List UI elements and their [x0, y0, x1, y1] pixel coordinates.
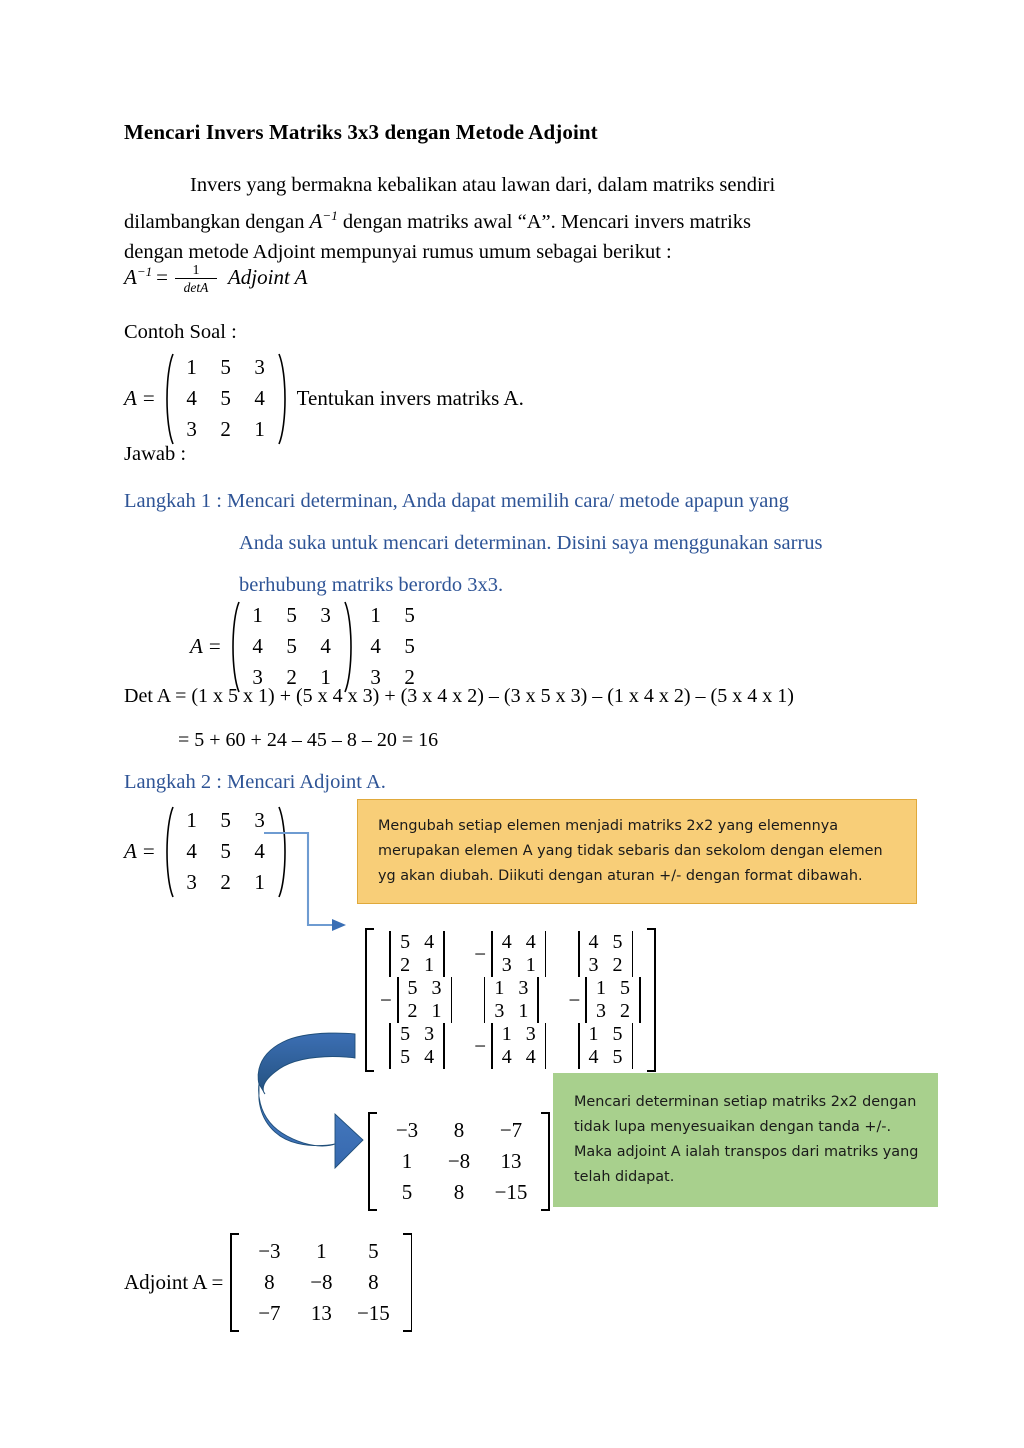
right-paren-icon	[343, 601, 357, 693]
cell: −15	[494, 1180, 528, 1204]
adjoint-matrix-bracketed	[230, 1233, 412, 1332]
cell: 1	[501, 1023, 512, 1045]
cell: 5	[220, 839, 231, 863]
matrix-a-equals: =	[142, 386, 155, 410]
callout-orange	[357, 799, 917, 904]
cell: 13	[310, 1301, 332, 1325]
cell: 2	[407, 1000, 418, 1022]
tentukan-text: Tentukan invers matriks A.	[296, 386, 524, 410]
cofactor-matrix-bracketed	[368, 1112, 550, 1211]
minor-matrix-grid	[376, 928, 645, 1072]
cell: −15	[356, 1301, 390, 1325]
cell: 4	[501, 931, 512, 953]
left-paren-icon	[161, 806, 175, 898]
det-bar-right	[545, 1023, 547, 1069]
fraction-denominator: detA	[183, 279, 209, 295]
right-bracket-icon	[645, 928, 656, 1072]
cell: 1	[424, 954, 435, 976]
sarrus-label: A	[190, 634, 203, 658]
minor-matrix	[365, 928, 656, 1072]
cell: 5	[220, 808, 231, 832]
minor-cell	[387, 1023, 444, 1069]
formula-lhs: $A^{-1}$	[124, 264, 153, 289]
cell: 2	[220, 870, 231, 894]
cell: 5	[407, 977, 418, 999]
fraction-numerator: 1	[192, 262, 200, 278]
det-bar-right	[443, 931, 445, 977]
cell: 4	[254, 839, 265, 863]
cell: 3	[424, 1023, 435, 1045]
minor-cell	[576, 931, 633, 977]
jawab-label: Jawab :	[124, 443, 187, 465]
adjoint-grid	[241, 1233, 401, 1332]
det-bar-right	[443, 1023, 445, 1069]
formula-equals: =	[156, 265, 168, 289]
cell: 1	[518, 1000, 529, 1022]
minor-cell	[380, 977, 452, 1023]
det-values	[493, 1023, 545, 1069]
right-bracket-icon	[539, 1112, 550, 1211]
cell: 1	[254, 417, 265, 441]
langkah-1-line-2: Anda suka untuk mencari determinan. Disini saya menggunakan sarrus	[239, 532, 823, 554]
matrix-a-example	[124, 352, 524, 445]
intro-paragraph	[124, 170, 914, 268]
det-bar-right	[632, 931, 634, 977]
sign: −	[380, 987, 392, 1012]
right-bracket-icon	[401, 1233, 412, 1332]
cell: 4	[424, 1046, 435, 1068]
matrix-a-step2-equals: =	[142, 839, 155, 863]
cell: 3	[525, 1023, 536, 1045]
cell: 5	[404, 603, 415, 627]
langkah-1-line-3: berhubung matriks berordo 3x3.	[239, 574, 504, 596]
sarrus-equals: =	[208, 634, 221, 658]
cell: 1	[186, 808, 197, 832]
cell: 4	[186, 386, 197, 410]
sarrus-repeat-columns	[359, 600, 427, 693]
cell: −8	[447, 1149, 471, 1173]
cell: 1	[588, 1023, 599, 1045]
cell: 13	[500, 1149, 522, 1173]
cell: 2	[612, 954, 623, 976]
langkah-1-line-1: Langkah 1 : Mencari determinan, Anda dapat memilih cara/ metode apapun yang	[124, 490, 789, 512]
cell: 2	[404, 665, 415, 689]
formula-fraction	[175, 264, 217, 295]
det-values	[399, 977, 451, 1023]
minor-cell	[474, 931, 546, 977]
cell: 5	[404, 634, 415, 658]
callout-green-text: Mencari determinan setiap matriks 2x2 dengan tidak lupa menyesuaikan dengan tanda +/-. Maka adjoint A ialah transpos dari matriks yang telah didapat.	[574, 1094, 919, 1185]
cell: 3	[431, 977, 442, 999]
matrix-a-label: A	[124, 386, 137, 410]
cell: 5	[612, 931, 623, 953]
cell: 5	[612, 1023, 623, 1045]
left-paren-icon	[227, 601, 241, 693]
sign: −	[474, 941, 487, 966]
cell: 5	[286, 634, 297, 658]
sarrus-grid	[241, 600, 343, 693]
cell: 1	[252, 603, 263, 627]
minor-cell	[482, 977, 539, 1023]
cell: 5	[400, 1046, 411, 1068]
right-paren-icon	[277, 353, 291, 445]
cofactor-grid	[379, 1112, 539, 1211]
cell: 4	[525, 1046, 536, 1068]
sign: −	[474, 1033, 487, 1058]
cell: 3	[186, 870, 197, 894]
det-bar-right	[639, 977, 641, 1023]
cell: 4	[320, 634, 331, 658]
minor-cell	[474, 1023, 546, 1069]
intro-line-2-prefix: dilambangkan dengan	[124, 210, 310, 233]
cell: 1	[431, 1000, 442, 1022]
cell: 4	[588, 1046, 599, 1068]
cell: 2	[286, 665, 297, 689]
cell: 1	[401, 1149, 413, 1173]
cell: 5	[220, 355, 231, 379]
sign: −	[568, 987, 581, 1012]
det-values	[580, 1023, 632, 1069]
cell: −7	[258, 1301, 281, 1325]
cell: 5	[286, 603, 297, 627]
page-title: Mencari Invers Matriks 3x3 dengan Metode Adjoint	[124, 120, 598, 144]
cell: 8	[264, 1270, 275, 1294]
cell: −3	[258, 1239, 281, 1263]
minor-cell	[576, 1023, 633, 1069]
inverse-symbol: $A^{-1}$	[309, 207, 338, 233]
cell: −8	[310, 1270, 333, 1294]
cell: 4	[254, 386, 265, 410]
det-values	[587, 977, 639, 1023]
formula-rhs: Adjoint A	[227, 265, 308, 289]
cell: 4	[424, 931, 435, 953]
det-bar-right	[545, 931, 547, 977]
sarrus-bracketed	[227, 600, 427, 693]
cell: 8	[453, 1180, 465, 1204]
cell: 4	[501, 1046, 512, 1068]
sarrus-matrix	[190, 600, 427, 693]
cell: 5	[619, 977, 630, 999]
cell: 3	[370, 665, 381, 689]
elbow-connector-arrow	[262, 820, 354, 938]
adjoint-result	[124, 1233, 412, 1332]
callout-green	[553, 1073, 938, 1207]
cell: 1	[494, 977, 505, 999]
cell: 4	[252, 634, 263, 658]
left-bracket-icon	[230, 1233, 241, 1332]
cell: 1	[525, 954, 536, 976]
inverse-formula	[124, 264, 308, 296]
fraction-bar	[175, 278, 217, 279]
callout-orange-text: Mengubah setiap elemen menjadi matriks 2x2 yang elemennya merupakan elemen A yang tidak sebaris dan sekolom dengan elemen yg akan diubah. Diikuti dengan aturan +/- dengan format dibawah.	[378, 818, 883, 884]
cell: 4	[370, 634, 381, 658]
cell: −3	[395, 1118, 419, 1142]
cell: 3	[320, 603, 331, 627]
cell: 3	[518, 977, 529, 999]
cell: 5	[400, 1023, 411, 1045]
cell: 2	[220, 417, 231, 441]
cell: 2	[400, 954, 411, 976]
cell: 4	[525, 931, 536, 953]
det-bar-right	[451, 977, 453, 1023]
contoh-soal-label: Contoh Soal :	[124, 321, 237, 343]
det-values	[391, 931, 443, 977]
adjoint-label: Adjoint A =	[124, 1270, 224, 1294]
cell: 1	[254, 870, 265, 894]
minor-cell	[568, 977, 640, 1023]
cell: 1	[316, 1239, 327, 1263]
intro-line-1: Invers yang bermakna kebalikan atau lawan dari, dalam matriks sendiri	[190, 174, 776, 196]
langkah-1-block	[124, 480, 924, 606]
cell: 5	[400, 931, 411, 953]
cell: 4	[186, 839, 197, 863]
cell: 5	[612, 1046, 623, 1068]
minor-matrix-bracketed	[365, 928, 656, 1072]
left-bracket-icon	[368, 1112, 379, 1211]
determinant-result: = 5 + 60 + 24 – 45 – 8 – 20 = 16	[178, 729, 439, 751]
matrix-a-step2-label: A	[124, 839, 137, 863]
cell: 3	[501, 954, 512, 976]
cell: 3	[254, 355, 265, 379]
cell: 3	[588, 954, 599, 976]
det-values	[391, 1023, 443, 1069]
cell: −7	[499, 1118, 523, 1142]
det-bar-right	[632, 1023, 634, 1069]
cell: 5	[401, 1180, 413, 1204]
intro-line-2-suffix: dengan matriks awal “A”. Mencari invers matriks	[337, 210, 751, 233]
det-values	[493, 931, 545, 977]
cell: 5	[368, 1239, 379, 1263]
det-values	[485, 977, 537, 1023]
det-bar-right	[537, 977, 539, 1023]
cell: 3	[186, 417, 197, 441]
cell: 3	[494, 1000, 505, 1022]
cell: 8	[453, 1118, 465, 1142]
minor-cell	[387, 931, 444, 977]
left-paren-icon	[161, 353, 175, 445]
cell: 2	[619, 1000, 630, 1022]
intro-line-3: dengan metode Adjoint mempunyai rumus umum sebagai berikut :	[124, 241, 672, 263]
cell: 3	[595, 1000, 606, 1022]
langkah-2-label: Langkah 2 : Mencari Adjoint A.	[124, 771, 386, 793]
cell: 5	[220, 386, 231, 410]
cell: 1	[320, 665, 331, 689]
cell: 1	[186, 355, 197, 379]
cell: 1	[595, 977, 606, 999]
cell: 3	[252, 665, 263, 689]
cell: 4	[588, 931, 599, 953]
cofactor-matrix	[368, 1112, 550, 1211]
matrix-a-grid	[175, 352, 277, 445]
cell: 8	[368, 1270, 379, 1294]
cell: 1	[370, 603, 381, 627]
matrix-a-bracketed	[161, 352, 291, 445]
det-values	[580, 931, 632, 977]
cell: 3	[254, 808, 265, 832]
determinant-expansion: Det A = (1 x 5 x 1) + (5 x 4 x 3) + (3 x 4 x 2) – (3 x 5 x 3) – (1 x 4 x 2) – (5 x 4 x 1)	[124, 685, 794, 707]
